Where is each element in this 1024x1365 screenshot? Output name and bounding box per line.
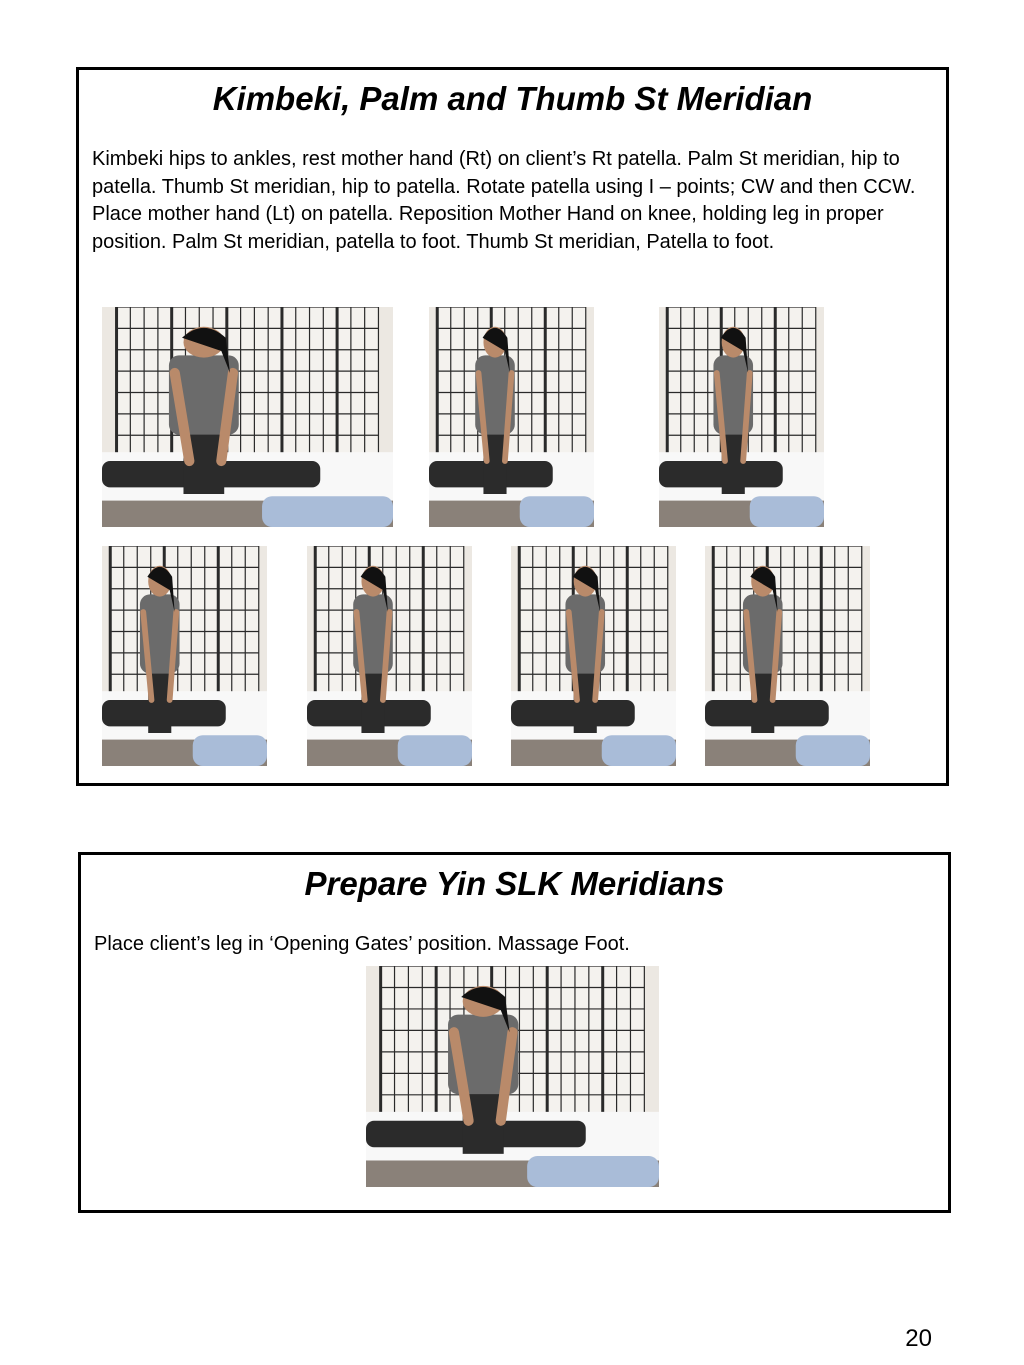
section-prepare-yin (78, 852, 951, 1213)
photo-illustration (366, 966, 659, 1187)
section-title: Prepare Yin SLK Meridians (304, 865, 725, 902)
photo-illustration (102, 307, 393, 527)
photo-thumb-2 (705, 546, 870, 766)
photo-illustration (429, 307, 594, 527)
photo-kimbeki-3 (659, 307, 824, 527)
photo-kimbeki-1 (102, 307, 393, 527)
photo-illustration (102, 546, 267, 766)
photo-thumb-1 (511, 546, 676, 766)
photo-illustration (307, 546, 472, 766)
photo-opening-gates (366, 966, 659, 1187)
section-instructions: Kimbeki hips to ankles, rest mother hand (Rt) on client’s Rt patella. Palm St meridian, hip to patella. Thumb St meridian, hip to patella. Rotate patella using I – points; CW and then CCW. Place mother hand (Lt) on patella. Reposition Mother Hand on knee, holding leg in proper position. Palm St meridian, patella to foot. Thumb St meridian, Patella to foot. (92, 148, 916, 253)
photo-illustration (705, 546, 870, 766)
photo-palm-1 (102, 546, 267, 766)
photo-illustration (511, 546, 676, 766)
photo-kimbeki-2 (429, 307, 594, 527)
photo-illustration (659, 307, 824, 527)
page-number: 20 (905, 1325, 932, 1352)
photo-palm-2 (307, 546, 472, 766)
section-kimbeki (76, 67, 949, 786)
section-instructions: Place client’s leg in ‘Opening Gates’ position. Massage Foot. (94, 933, 630, 955)
section-title: Kimbeki, Palm and Thumb St Meridian (212, 80, 813, 117)
